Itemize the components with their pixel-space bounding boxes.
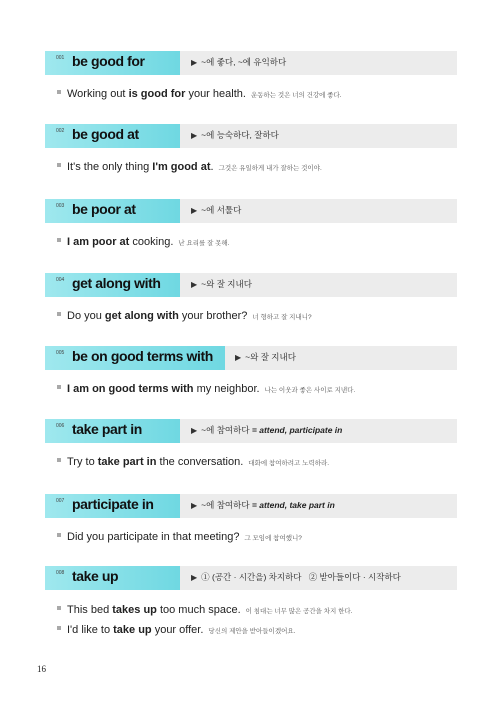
- phrase-header-bar: [45, 346, 457, 370]
- square-bullet-icon: [57, 606, 61, 610]
- entry-take-part-in: [45, 419, 457, 469]
- triangle-icon: ▶: [191, 280, 198, 289]
- entry-be-good-for: [45, 51, 457, 101]
- phrase-title: be poor at: [72, 201, 136, 217]
- square-bullet-icon: [57, 238, 61, 242]
- entry-take-up: [45, 566, 457, 637]
- korean-translation: 그 모임에 참여했니?: [244, 535, 302, 542]
- square-bullet-icon: [57, 312, 61, 316]
- entry-be-good-at: [45, 124, 457, 174]
- entry-get-along-with: [45, 273, 457, 323]
- phrase-header-bar: [45, 566, 457, 590]
- square-bullet-icon: [57, 458, 61, 462]
- phrase-title: take up: [72, 568, 119, 584]
- page-number: 16: [37, 664, 46, 674]
- example-sentence: I'd like to take up your offer. 당신의 제안을 받아들이겠어요.: [57, 620, 457, 637]
- triangle-icon: ▶: [191, 501, 198, 510]
- phrase-meaning: ▶ ~와 잘 지내다: [191, 279, 252, 289]
- example-sentence: Working out is good for your health. 운동하는 것은 너의 건강에 좋다.: [57, 84, 457, 101]
- entry-be-on-good-terms-with: [45, 346, 457, 396]
- phrase-title: participate in: [72, 496, 154, 512]
- phrase-meaning: ▶ ① (공간 · 시간을) 차지하다 ② 받아들이다 · 시작하다: [191, 572, 401, 582]
- korean-translation: 나는 이웃과 좋은 사이로 지낸다.: [264, 387, 356, 394]
- phrase-title: be good at: [72, 126, 139, 142]
- triangle-icon: ▶: [191, 573, 198, 582]
- entry-number: 004: [56, 277, 65, 283]
- square-bullet-icon: [57, 385, 61, 389]
- phrase-header-bar: [45, 124, 457, 148]
- phrase-title: be on good terms with: [72, 348, 213, 364]
- entry-number: 006: [56, 423, 65, 429]
- triangle-icon: ▶: [191, 131, 198, 140]
- korean-translation: 그것은 유일하게 내가 잘하는 것이야.: [218, 165, 322, 172]
- triangle-icon: ▶: [191, 426, 198, 435]
- example-sentence: Did you participate in that meeting? 그 모임에 참여했니?: [57, 527, 457, 544]
- phrase-meaning: ▶ ~에 참여하다 = attend, participate in: [191, 425, 343, 435]
- triangle-icon: ▶: [235, 353, 242, 362]
- korean-translation: 당신의 제안을 받아들이겠어요.: [208, 628, 296, 635]
- entry-number: 002: [56, 128, 65, 134]
- example-sentence: Do you get along with your brother? 너 형하고 잘 지내니?: [57, 306, 457, 323]
- phrase-header-bar: [45, 494, 457, 518]
- triangle-icon: ▶: [191, 206, 198, 215]
- entry-number: 003: [56, 203, 65, 209]
- korean-translation: 난 요리를 잘 못해.: [178, 240, 230, 247]
- triangle-icon: ▶: [191, 58, 198, 67]
- example-sentence: It's the only thing I'm good at. 그것은 유일하게 내가 잘하는 것이야.: [57, 157, 457, 174]
- entry-number: 008: [56, 570, 65, 576]
- entry-number: 001: [56, 55, 65, 61]
- phrase-meaning: ▶ ~에 능숙하다, 잘하다: [191, 130, 279, 140]
- phrase-title: get along with: [72, 275, 161, 291]
- square-bullet-icon: [57, 533, 61, 537]
- phrase-header-bar: [45, 419, 457, 443]
- korean-translation: 운동하는 것은 너의 건강에 좋다.: [250, 92, 342, 99]
- phrase-meaning: ▶ ~에 서툴다: [191, 205, 242, 215]
- entry-be-poor-at: [45, 199, 457, 249]
- korean-translation: 대화에 참여하려고 노력하라.: [248, 460, 330, 467]
- phrase-header-bar: [45, 51, 457, 75]
- phrase-meaning: ▶ ~에 참여하다 = attend, take part in: [191, 500, 335, 510]
- example-sentence: Try to take part in the conversation. 대화에 참여하려고 노력하라.: [57, 452, 457, 469]
- phrase-header-bar: [45, 273, 457, 297]
- example-sentence: I am on good terms with my neighbor. 나는 이웃과 좋은 사이로 지낸다.: [57, 379, 457, 396]
- phrase-title: be good for: [72, 53, 145, 69]
- example-sentence: This bed takes up too much space. 이 침대는 너무 많은 공간을 차지 한다.: [57, 600, 457, 617]
- korean-translation: 너 형하고 잘 지내니?: [252, 314, 312, 321]
- square-bullet-icon: [57, 163, 61, 167]
- entry-number: 005: [56, 350, 65, 356]
- square-bullet-icon: [57, 90, 61, 94]
- square-bullet-icon: [57, 626, 61, 630]
- phrase-meaning: ▶ ~에 좋다, ~에 유익하다: [191, 57, 287, 67]
- phrase-meaning: ▶ ~와 잘 지내다: [235, 352, 296, 362]
- entry-participate-in: [45, 494, 457, 544]
- korean-translation: 이 침대는 너무 많은 공간을 차지 한다.: [245, 608, 353, 615]
- example-sentence: I am poor at cooking. 난 요리를 잘 못해.: [57, 232, 457, 249]
- phrase-title: take part in: [72, 421, 142, 437]
- entry-number: 007: [56, 498, 65, 504]
- phrase-header-bar: [45, 199, 457, 223]
